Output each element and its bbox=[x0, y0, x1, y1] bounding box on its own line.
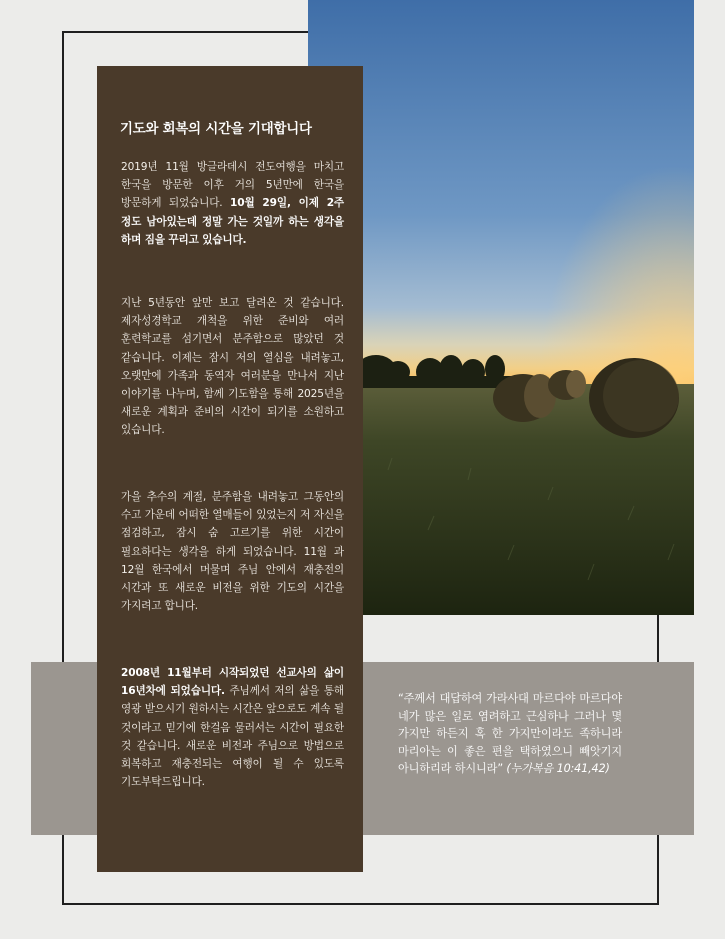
paragraph-five-years: 지난 5년동안 앞만 보고 달려온 것 같습니다. 제자성경학교 개척을 위한 준비와 여러 훈련학교를 섬기면서 분주함으로 많았던 것 같습니다. 이제는 잠시 저의 열심을 내려놓고, 오랫만에 가족과 동역자 여러분을 만나서 지난 이야기를 나누며, 함께 기도함을 통해 2025년을 새로운 계획과 준비의 시간이 되기를 소원하고 있습니다. bbox=[121, 297, 344, 437]
scripture-reference: (누가복음 10:41,42) bbox=[502, 762, 610, 776]
scripture-quote-text: “주께서 대답하여 가라사대 마르다야 마르다야 네가 많은 일로 염려하고 근심하나 그러나 몇 가지만 하든지 혹 한 가지만이라도 족하니라 마리아는 이 좋은 편을 택하였으니 빼앗기지 아니하리라 하시니라” bbox=[398, 692, 622, 776]
paragraph-departure-bold: 10월 29일, 이제 2주 정도 남아있는데 정말 가는 것일까 하는 생각을 하며 짐을 꾸리고 있습니다. bbox=[121, 197, 345, 246]
letter-panel bbox=[97, 66, 363, 872]
paragraph-mission bbox=[121, 664, 344, 791]
paragraph-harvest: 가을 추수의 계절, 분주함을 내려놓고 그동안의 수고 가운데 어떠한 열매들이 있었는지 저 자신을 점검하고, 잠시 숨 고르기를 위한 시간이 필요하다는 생각을 하게 되었습니다. 11월 과 12월 한국에서 머물며 주님 안에서 재충전의 시간과 또 새로운 비전을 위한 기도의 시간을 가지려고 합니다. bbox=[121, 491, 344, 613]
letter-title: 기도와 회복의 시간을 기대합니다 bbox=[120, 122, 312, 137]
scripture-quote bbox=[398, 690, 622, 778]
paragraph-departure bbox=[121, 158, 344, 249]
paragraph-mission-text: 주님께서 저의 삶을 통해 영광 받으시기 원하시는 시간은 앞으로도 계속 될 것이라고 믿기에 한걸음 물러서는 시간이 필요한 것 같습니다. 새로운 비전과 주님으로 방법으로 회복하고 재충전되는 여행이 될 수 있도록 기도부탁드립니다. bbox=[121, 685, 344, 789]
hay-field-photo bbox=[308, 0, 694, 615]
paragraph-departure-text: 2019년 11월 방글라데시 전도여행을 마치고 한국을 방문한 이후 거의 5년만에 한국을 방문하게 되었습니다. bbox=[121, 161, 344, 210]
paragraph-mission-bold: 2008년 11월부터 시작되었던 선교사의 삶이 16년차에 되었습니다. bbox=[121, 667, 344, 698]
